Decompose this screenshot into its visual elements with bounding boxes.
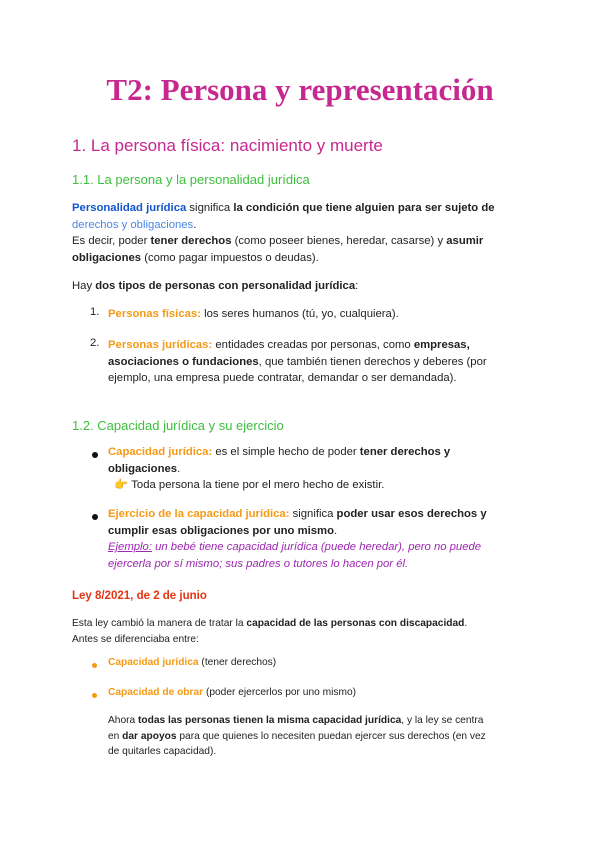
bullet-icon	[92, 452, 98, 458]
subsection-heading-1-1: 1.1. La persona y la personalidad jurídica	[72, 172, 310, 187]
example-text: ejercerla por sí mismo; sus padres o tutores lo hacen por él.	[108, 557, 409, 570]
bold-text: asumir	[446, 235, 484, 247]
text: .	[193, 218, 197, 231]
term-personalidad-juridica: Personalidad jurídica	[72, 202, 187, 214]
bold-text: poder usar esos derechos y	[336, 508, 487, 520]
text: es el simple hecho de poder	[212, 446, 360, 458]
bold-text: la condición que tiene alguien para ser sujeto de	[233, 202, 495, 214]
bold-text: tener derechos	[150, 235, 232, 247]
text: (como poseer bienes, heredar, casarse) y	[231, 235, 447, 247]
bullet-icon	[92, 663, 97, 668]
text: :	[355, 280, 359, 292]
term-personas-fisicas: Personas físicas:	[108, 308, 201, 320]
term-personas-juridicas: Personas jurídicas:	[108, 339, 213, 351]
text: Ahora	[108, 715, 139, 726]
text: de quitarles capacidad).	[108, 746, 217, 757]
text: Antes se diferenciaba entre:	[72, 633, 199, 645]
term-ejercicio-capacidad: Ejercicio de la capacidad jurídica:	[108, 508, 290, 520]
text: Esta ley cambió la manera de tratar la	[72, 618, 247, 629]
text: significa	[186, 202, 234, 214]
text: .	[334, 524, 338, 537]
bold-text: todas las personas tienen la misma capacidad jurídica	[138, 715, 402, 726]
bold-text: dar apoyos	[122, 730, 177, 742]
page-title: T2: Persona y representación	[106, 72, 494, 107]
list-item	[108, 337, 528, 387]
text: ejemplo, una empresa puede contratar, demandar o ser demandada).	[108, 372, 457, 384]
bold-text: tener derechos y	[359, 446, 451, 458]
text: .	[177, 462, 181, 475]
text: , que también tienen derechos y deberes (por	[258, 355, 487, 368]
bullet-item	[108, 444, 528, 494]
bullet-item	[108, 685, 528, 701]
bold-text: obligaciones	[72, 251, 142, 264]
blue-text: derechos y obligaciones	[72, 218, 194, 231]
bold-text: cumplir esas obligaciones por uno mismo	[108, 524, 334, 537]
section-heading: 1. La persona física: nacimiento y muerte	[72, 136, 383, 155]
text: (tener derechos)	[198, 657, 277, 668]
term-capacidad-juridica: Capacidad jurídica	[108, 657, 199, 668]
text: para que quienes lo necesiten puedan ejercer sus derechos (en vez	[176, 730, 486, 742]
bullet-icon	[92, 514, 98, 520]
bullet-icon	[92, 693, 97, 698]
list-number: 2.	[90, 337, 100, 349]
text: Toda persona la tiene por el mero hecho de existir.	[128, 479, 385, 491]
example-label: Ejemplo:	[108, 541, 152, 553]
text: .	[464, 618, 468, 629]
list-item	[108, 306, 528, 323]
law-intro	[72, 616, 532, 647]
text: (poder ejercerlos por uno mismo)	[203, 687, 356, 698]
bold-text: capacidad de las personas con discapacidad	[246, 618, 465, 629]
bold-text: obligaciones	[108, 462, 178, 475]
bullet-item	[108, 655, 528, 671]
bold-text: asociaciones o fundaciones	[108, 355, 259, 368]
bold-text: empresas,	[413, 339, 470, 351]
term-capacidad-obrar: Capacidad de obrar	[108, 687, 204, 698]
law-conclusion	[108, 713, 528, 760]
text: en	[108, 730, 123, 742]
text: (como pagar impuestos o deudas).	[141, 251, 319, 264]
list-number: 1.	[90, 306, 100, 318]
text: entidades creadas por personas, como	[212, 339, 414, 351]
text: Hay	[72, 280, 96, 292]
bullet-item	[108, 506, 528, 572]
text: los seres humanos (tú, yo, cualquiera).	[200, 308, 399, 320]
example-text: un bebé tiene capacidad jurídica (puede heredar), pero no puede	[151, 541, 482, 553]
types-paragraph	[72, 278, 532, 295]
bold-text: dos tipos de personas con personalidad jurídica	[95, 280, 356, 292]
term-capacidad-juridica: Capacidad jurídica:	[108, 446, 213, 458]
subsection-heading-1-2: 1.2. Capacidad jurídica y su ejercicio	[72, 418, 284, 433]
text: , y la ley se centra	[401, 715, 484, 726]
definition-paragraph	[72, 200, 532, 266]
pointing-hand-icon: 👉	[108, 479, 129, 491]
law-heading: Ley 8/2021, de 2 de junio	[72, 590, 207, 602]
text: significa	[289, 508, 337, 520]
text: Es decir, poder	[72, 235, 151, 247]
